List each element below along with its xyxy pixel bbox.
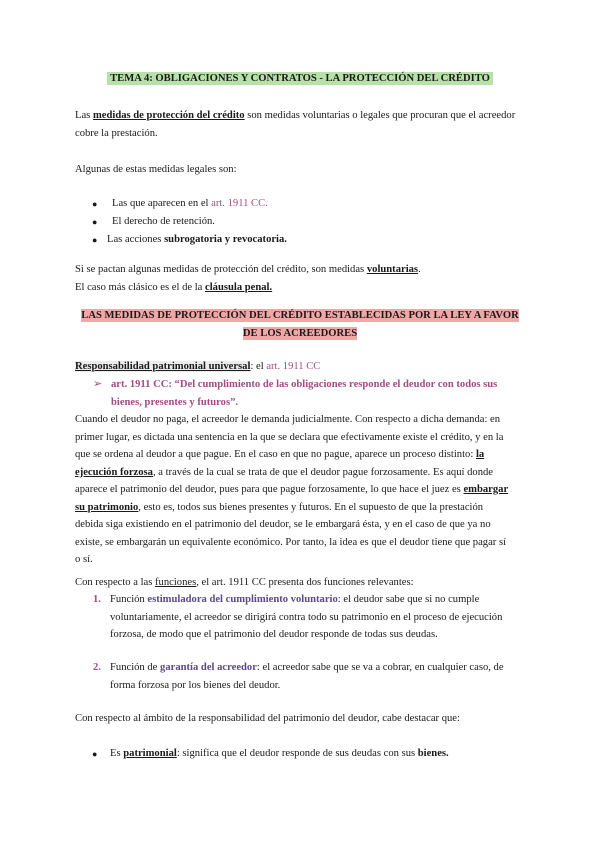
bullet-icon: ● (92, 235, 98, 245)
bullet-icon: ● (92, 217, 98, 227)
list-item: Las que aparecen en el art. 1911 CC. (112, 198, 268, 209)
intro-term: medidas de protección del crédito (92, 110, 245, 121)
list-item: Las acciones subrogatoria y revocatoria. (107, 234, 287, 245)
arrow-bullet-icon: ➢ (93, 378, 103, 390)
quote-line-2: bienes, presentes y futuros”. (111, 397, 239, 408)
document-title: TEMA 4: OBLIGACIONES Y CONTRATOS - LA PROTECCIÓN DEL CRÉDITO (107, 72, 493, 85)
function-2: Función de garantía del acreedor: el acreedor sabe que se va a cobrar, en cualquier caso, de forma forzosa por los bienes del deudor. (110, 662, 504, 691)
list-item: Es patrimonial: significa que el deudor responde de sus deudas con sus bienes. (110, 748, 449, 759)
voluntarias-line-1: Si se pactan algunas medidas de protección del crédito, son medidas voluntarias. (75, 264, 421, 275)
funciones-intro: Con respecto a las funciones, el art. 1911 CC presenta dos funciones relevantes: (75, 577, 414, 588)
body-paragraph: Cuando el deudor no paga, el acreedor le demanda judicialmente. Con respecto a dicha demanda: en primer lugar, es dictada una sentencia en la que se declara que efectivamente existe el crédito, y en la que se ordena al deudor a que pague. En el caso en que no pague, aparece un proceso distinto: la ejecución forzosa, a través de la cual se trata de que el deudor pague forzosamente. Es aquí donde aparece el patrimonio del deudor, pues para que pague forzosamente, lo que hace el juez es embargar su patrimonio, esto es, todos sus bienes presentes y futuros. En el supuesto de que la prestación debida siga existiendo en el patrimonio del deudor, se le embargará ésta, y en el caso de que ya no existe, se embargarán un equivalente económico. Por tanto, la idea es que el deudor tiene que pagar sí o sí. (75, 414, 509, 565)
function-1: Función estimuladora del cumplimiento voluntario: el deudor sabe que si no cumple voluntariamente, el acreedor se dirigirá contra todo su patrimonio en el proceso de ejecución forzosa, de modo que el patrimonio del deudor responde de todas sus deudas. (110, 594, 503, 640)
quote-line-1: art. 1911 CC: “Del cumplimiento de las obligaciones responde el deudor con todos sus (111, 379, 498, 390)
list-number: 2. (93, 662, 101, 673)
legales-intro: Algunas de estas medidas legales son: (75, 164, 237, 175)
section-title: LAS MEDIDAS DE PROTECCIÓN DEL CRÉDITO ESTABLECIDAS POR LA LEY A FAVOR DE LOS ACREEDORES (81, 310, 519, 339)
bullet-icon: ● (92, 199, 98, 209)
list-number: 1. (93, 594, 101, 605)
intro-line-1: Las medidas de protección del crédito son medidas voluntarias o legales que procuran que el acreedor (75, 110, 516, 121)
title-block (0, 70, 600, 88)
resp-heading: Responsabilidad patrimonial universal: el art. 1911 CC (75, 361, 321, 372)
intro-line-2: cobre la prestación. (75, 128, 158, 139)
list-item: El derecho de retención. (112, 216, 215, 227)
ambito-intro: Con respecto al ámbito de la responsabilidad del patrimonio del deudor, cabe destacar que: (75, 713, 460, 724)
voluntarias-line-2: El caso más clásico es el de la cláusula penal. (75, 282, 273, 293)
bullet-icon: ● (92, 749, 98, 759)
